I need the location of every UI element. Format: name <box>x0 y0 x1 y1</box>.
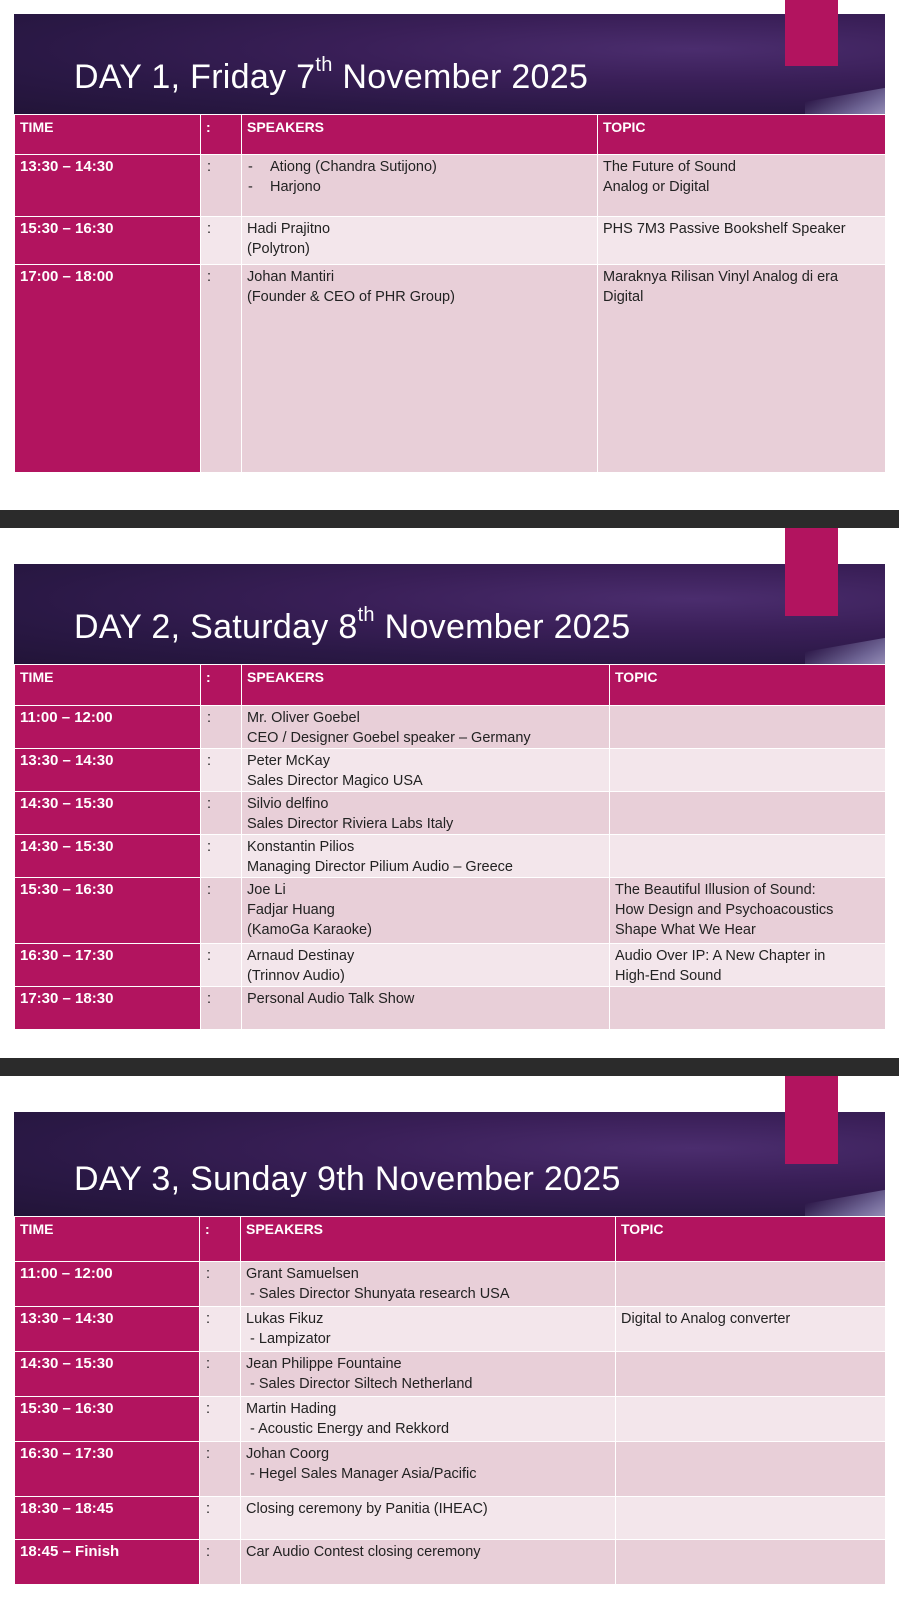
topic-cell <box>616 1262 886 1307</box>
day1-accent-tab <box>785 0 838 66</box>
time-cell: 14:30 – 15:30 <box>15 835 201 878</box>
speaker-cell <box>242 749 610 792</box>
speaker-cell <box>241 1352 616 1397</box>
table-row <box>15 944 886 987</box>
speakers-header: SPEAKERS <box>242 665 610 706</box>
topic-cell <box>616 1497 886 1540</box>
speaker-cell <box>242 835 610 878</box>
table-row <box>15 1352 886 1397</box>
topic-line: How Design and Psychoacoustics <box>615 902 834 918</box>
topic-line: Analog or Digital <box>603 179 710 195</box>
speaker-cell <box>242 155 598 217</box>
time-cell: 14:30 – 15:30 <box>15 792 201 835</box>
colon-cell: : <box>201 944 242 987</box>
speaker-line: Johan Mantiri <box>247 269 335 285</box>
speaker-line: - Sales Director Shunyata research USA <box>246 1286 510 1302</box>
topic-cell <box>598 265 886 473</box>
speaker-cell <box>241 1442 616 1497</box>
time-cell: 13:30 – 14:30 <box>15 1307 200 1352</box>
table-row <box>15 1540 886 1585</box>
speaker-line: Managing Director Pilium Audio – Greece <box>247 859 513 875</box>
speaker-cell <box>241 1397 616 1442</box>
speaker-line: Hadi Prajitno <box>247 221 331 237</box>
topic-cell <box>598 217 886 265</box>
separator-bar <box>0 1058 899 1076</box>
speaker-line: (Founder & CEO of PHR Group) <box>247 289 455 305</box>
day1-banner <box>14 14 885 114</box>
topic-cell <box>616 1352 886 1397</box>
speaker-line: - Sales Director Siltech Netherland <box>246 1376 473 1392</box>
table-header-row <box>15 665 886 706</box>
day1-title: DAY 1, Friday 7th November 2025 <box>74 54 589 96</box>
time-cell: 18:45 – Finish <box>15 1540 200 1585</box>
speaker-line: - Lampizator <box>246 1331 331 1347</box>
colon-header: : <box>201 115 242 155</box>
table-row <box>15 265 886 473</box>
speaker-line: Konstantin Pilios <box>247 839 355 855</box>
topic-cell <box>616 1397 886 1442</box>
topic-line: PHS 7M3 Passive Bookshelf Speaker <box>603 221 846 237</box>
speaker-cell <box>241 1540 616 1585</box>
time-cell: 15:30 – 16:30 <box>15 878 201 944</box>
speaker-line: Johan Coorg <box>246 1446 330 1462</box>
colon-cell: : <box>201 217 242 265</box>
time-cell: 11:00 – 12:00 <box>15 1262 200 1307</box>
topic-cell <box>610 878 886 944</box>
speaker-line: Lukas Fikuz <box>246 1311 324 1327</box>
speaker-line: - Harjono <box>248 177 593 197</box>
colon-cell: : <box>200 1307 241 1352</box>
topic-line: The Beautiful Illusion of Sound: <box>615 882 816 898</box>
speaker-line: Closing ceremony by Panitia (IHEAC) <box>246 1501 488 1517</box>
day2-title: DAY 2, Saturday 8th November 2025 <box>74 604 631 646</box>
time-cell: 18:30 – 18:45 <box>15 1497 200 1540</box>
topic-line: Audio Over IP: A New Chapter in <box>615 948 826 964</box>
speaker-line: CEO / Designer Goebel speaker – Germany <box>247 730 531 746</box>
day1-schedule-table <box>14 114 886 473</box>
time-header: TIME <box>15 115 201 155</box>
speaker-line: Joe Li <box>247 882 286 898</box>
banner-stripe <box>805 86 885 114</box>
speakers-header: SPEAKERS <box>241 1217 616 1262</box>
topic-cell <box>610 749 886 792</box>
time-cell: 13:30 – 14:30 <box>15 155 201 217</box>
speaker-cell <box>242 217 598 265</box>
colon-cell: : <box>200 1497 241 1540</box>
topic-cell <box>616 1442 886 1497</box>
topic-cell <box>610 835 886 878</box>
day3-banner <box>14 1112 885 1216</box>
time-cell: 13:30 – 14:30 <box>15 749 201 792</box>
time-header: TIME <box>15 1217 200 1262</box>
colon-cell: : <box>200 1397 241 1442</box>
speaker-line: (Trinnov Audio) <box>247 968 345 984</box>
colon-cell: : <box>200 1262 241 1307</box>
speaker-line: - Hegel Sales Manager Asia/Pacific <box>246 1466 477 1482</box>
day2-slide <box>14 564 885 1032</box>
colon-cell: : <box>201 706 242 749</box>
colon-cell: : <box>201 265 242 473</box>
speaker-cell <box>241 1262 616 1307</box>
speakers-header: SPEAKERS <box>242 115 598 155</box>
speaker-line: Peter McKay <box>247 753 330 769</box>
speaker-line: - Ationg (Chandra Sutijono) <box>248 157 593 177</box>
topic-header: TOPIC <box>616 1217 886 1262</box>
colon-cell: : <box>201 835 242 878</box>
topic-line: Maraknya Rilisan Vinyl Analog di era <box>603 269 839 285</box>
table-row <box>15 1262 886 1307</box>
speaker-cell <box>242 265 598 473</box>
topic-cell <box>610 706 886 749</box>
table-row <box>15 987 886 1030</box>
time-cell: 11:00 – 12:00 <box>15 706 201 749</box>
topic-line: Digital to Analog converter <box>621 1311 791 1327</box>
table-row <box>15 835 886 878</box>
day3-title: DAY 3, Sunday 9th November 2025 <box>74 1160 621 1198</box>
topic-cell <box>616 1307 886 1352</box>
time-cell: 15:30 – 16:30 <box>15 217 201 265</box>
topic-header: TOPIC <box>610 665 886 706</box>
table-header-row <box>15 115 886 155</box>
table-row <box>15 1497 886 1540</box>
speaker-line: Silvio delfino <box>247 796 329 812</box>
topic-line: Digital <box>603 289 644 305</box>
day2-banner <box>14 564 885 664</box>
table-row <box>15 878 886 944</box>
table-row <box>15 1397 886 1442</box>
topic-line: High-End Sound <box>615 968 722 984</box>
day3-accent-tab <box>785 1076 838 1164</box>
time-cell: 16:30 – 17:30 <box>15 1442 200 1497</box>
speaker-line: Mr. Oliver Goebel <box>247 710 360 726</box>
colon-cell: : <box>201 878 242 944</box>
topic-line: Shape What We Hear <box>615 922 756 938</box>
table-row <box>15 1442 886 1497</box>
speaker-line: Arnaud Destinay <box>247 948 355 964</box>
speaker-line: Jean Philippe Fountaine <box>246 1356 402 1372</box>
speaker-line: Car Audio Contest closing ceremony <box>246 1544 481 1560</box>
topic-cell <box>610 987 886 1030</box>
speaker-line: Sales Director Magico USA <box>247 773 423 789</box>
colon-cell: : <box>201 155 242 217</box>
table-row <box>15 217 886 265</box>
speaker-cell <box>242 706 610 749</box>
colon-cell: : <box>200 1352 241 1397</box>
topic-cell <box>610 792 886 835</box>
topic-cell <box>598 155 886 217</box>
time-cell: 16:30 – 17:30 <box>15 944 201 987</box>
speaker-line: Personal Audio Talk Show <box>247 991 415 1007</box>
speaker-line: - Acoustic Energy and Rekkord <box>246 1421 450 1437</box>
time-header: TIME <box>15 665 201 706</box>
topic-header: TOPIC <box>598 115 886 155</box>
speaker-line: Sales Director Riviera Labs Italy <box>247 816 454 832</box>
table-row <box>15 1307 886 1352</box>
speaker-cell <box>242 987 610 1030</box>
colon-header: : <box>201 665 242 706</box>
speaker-line: (Polytron) <box>247 241 310 257</box>
time-cell: 17:00 – 18:00 <box>15 265 201 473</box>
colon-header: : <box>200 1217 241 1262</box>
speaker-line: Grant Samuelsen <box>246 1266 359 1282</box>
table-row <box>15 749 886 792</box>
day2-accent-tab <box>785 528 838 616</box>
speaker-cell <box>242 944 610 987</box>
speaker-line: Fadjar Huang <box>247 902 335 918</box>
colon-cell: : <box>200 1540 241 1585</box>
speaker-cell <box>241 1307 616 1352</box>
day3-schedule-table <box>14 1216 886 1585</box>
speaker-cell <box>241 1497 616 1540</box>
table-header-row <box>15 1217 886 1262</box>
banner-stripe <box>805 636 885 664</box>
table-row <box>15 155 886 217</box>
speaker-line: Martin Hading <box>246 1401 337 1417</box>
time-cell: 15:30 – 16:30 <box>15 1397 200 1442</box>
topic-cell <box>616 1540 886 1585</box>
table-row <box>15 706 886 749</box>
speaker-line: (KamoGa Karaoke) <box>247 922 372 938</box>
day3-slide <box>14 1112 885 1588</box>
time-cell: 17:30 – 18:30 <box>15 987 201 1030</box>
colon-cell: : <box>201 792 242 835</box>
colon-cell: : <box>201 749 242 792</box>
day1-slide <box>14 14 885 482</box>
time-cell: 14:30 – 15:30 <box>15 1352 200 1397</box>
speaker-cell <box>242 878 610 944</box>
table-row <box>15 792 886 835</box>
speaker-cell <box>242 792 610 835</box>
topic-cell <box>610 944 886 987</box>
day2-schedule-table <box>14 664 886 1030</box>
colon-cell: : <box>200 1442 241 1497</box>
banner-stripe <box>805 1188 885 1216</box>
separator-bar <box>0 510 899 528</box>
topic-line: The Future of Sound <box>603 159 736 175</box>
colon-cell: : <box>201 987 242 1030</box>
